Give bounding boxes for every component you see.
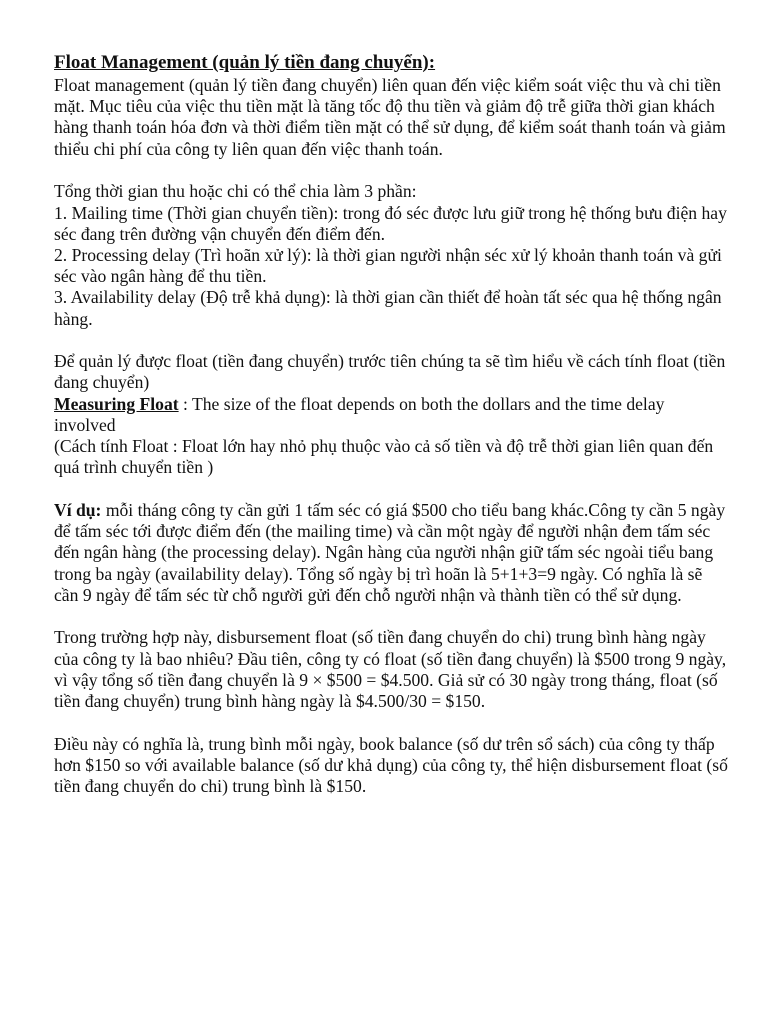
example-text: mỗi tháng công ty cần gửi 1 tấm séc có giá $500 cho tiểu bang khác.Công ty cần 5 ngày để tấm séc tới được điểm đến (the mailing time) và cần một ngày để người nhận đem tấm séc đến ngân hàng (the processing delay). Ngân hàng của người nhận giữ tấm séc ngoài tiểu bang trong ba ngày (availability delay). Tổng số ngày bị trì hoãn là 5+1+3=9 ngày. Có nghĩa là sẽ cần 9 ngày để tấm séc từ chỗ người gửi đến chỗ người nhận và thành tiền có thể sử dụng. [54,499,726,605]
paragraph-gap [54,712,728,734]
measuring-float-vi: (Cách tính Float : Float lớn hay nhỏ phụ thuộc vào cả số tiền và độ trễ thời gian liên quan đến quá trình chuyển tiền ) [54,436,714,478]
part-mailing-time: 1. Mailing time (Thời gian chuyển tiền): trong đó séc được lưu giữ trong hệ thống bưu điện hay séc đang trên đường vận chuyển đến điểm đến. [54,202,727,244]
paragraph-gap [54,478,728,500]
measuring-float-label: Measuring Float [54,393,179,414]
paragraph-gap [54,330,728,352]
paragraph-gap [54,160,728,182]
parts-intro: Tổng thời gian thu hoặc chi có thể chia làm 3 phần: [54,181,417,202]
case-paragraph: Trong trường hợp này, disbursement float (số tiền đang chuyển do chi) trung bình hàng ngày của công ty là bao nhiêu? Đầu tiên, công ty có float (số tiền đang chuyển) là $500 trong 9 ngày, vì vậy tổng số tiền đang chuyển là 9 × $500 = $4.500. Giả sử có 30 ngày trong tháng, float (số tiền đang chuyển) trung bình hàng ngày là $4.500/30 = $150. [54,627,727,712]
measuring-float-paragraph [54,394,728,436]
document-title: Float Management (quản lý tiền đang chuyển): [54,52,436,73]
example-label: Ví dụ: [54,499,102,520]
conclusion-paragraph: Điều này có nghĩa là, trung bình mỗi ngày, book balance (số dư trên sổ sách) của công ty thấp hơn $150 so với available balance (số dư khả dụng) của công ty, thể hiện disbursement float (số tiền đang chuyển do chi) trung bình là $150. [54,733,728,797]
example-paragraph [54,500,728,606]
manage-intro: Để quản lý được float (tiền đang chuyển) trước tiên chúng ta sẽ tìm hiểu về cách tính float (tiền đang chuyển) [54,351,726,393]
intro-paragraph: Float management (quản lý tiền đang chuyển) liên quan đến việc kiểm soát việc thu và chi tiền mặt. Mục tiêu của việc thu tiền mặt là tăng tốc độ thu tiền và giảm độ trễ giữa thời gian khách hàng thanh toán hóa đơn và thời điểm tiền mặt có thể sử dụng, để kiểm soát thanh toán và giảm thiểu chi phí của công ty liên quan đến việc thanh toán. [54,75,726,159]
part-processing-delay: 2. Processing delay (Trì hoãn xử lý): là thời gian người nhận séc xử lý khoản thanh toán và gửi séc vào ngân hàng để thu tiền. [54,244,722,287]
part-availability-delay: 3. Availability delay (Độ trễ khả dụng): là thời gian cần thiết để hoàn tất séc qua hệ thống ngân hàng. [54,287,722,329]
paragraph-gap [54,606,728,628]
measuring-float-text: : The size of the float depends on both the dollars and the time delay involved [54,393,665,435]
